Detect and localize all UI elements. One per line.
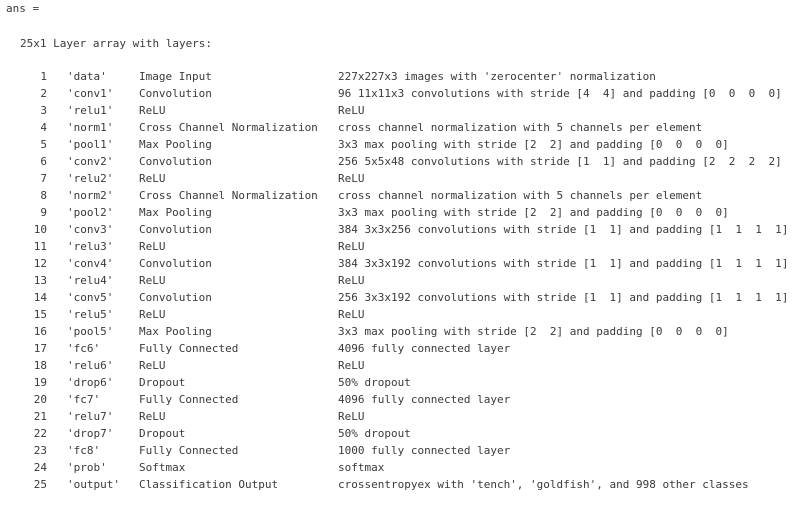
layer-index: 24 [33,461,47,474]
layer-description: ReLU [338,308,365,321]
layer-index: 7 [40,172,47,185]
layer-type: Image Input [139,70,212,83]
layer-row [0,153,795,170]
layer-name: 'conv3' [67,223,114,236]
layer-description: 50% dropout [338,427,411,440]
layer-row [0,119,795,136]
layer-type: Cross Channel Normalization [139,121,318,134]
layer-description: ReLU [338,172,365,185]
layer-name: 'fc8' [67,444,101,457]
layer-row [0,170,795,187]
layer-row [0,408,795,425]
layer-row [0,221,795,238]
layer-row [0,357,795,374]
layer-index: 21 [33,410,47,423]
layer-name: 'output' [67,478,120,491]
layer-type: Convolution [139,291,212,304]
layer-index: 1 [40,70,47,83]
layer-type: ReLU [139,274,166,287]
layer-row [0,85,795,102]
layer-row [0,425,795,442]
layer-description: 4096 fully connected layer [338,393,511,406]
layer-row [0,238,795,255]
layer-type: Cross Channel Normalization [139,189,318,202]
layer-name: 'conv5' [67,291,114,304]
layer-type: Convolution [139,257,212,270]
layer-description: 3x3 max pooling with stride [2 2] and padding [0 0 0 0] [338,206,729,219]
layer-name: 'conv1' [67,87,114,100]
layer-description: ReLU [338,359,365,372]
layer-description: 3x3 max pooling with stride [2 2] and padding [0 0 0 0] [338,325,729,338]
layer-index: 11 [33,240,47,253]
layer-name: 'norm2' [67,189,114,202]
layer-index: 25 [33,478,47,491]
layer-name: 'fc6' [67,342,101,355]
layer-name: 'drop6' [67,376,114,389]
layer-name: 'pool5' [67,325,114,338]
layer-row [0,289,795,306]
layer-name: 'pool1' [67,138,114,151]
layer-index: 14 [33,291,47,304]
layer-type: Dropout [139,376,186,389]
layer-name: 'relu5' [67,308,114,321]
layer-type: Classification Output [139,478,279,491]
layer-index: 22 [33,427,47,440]
layer-name: 'pool2' [67,206,114,219]
layer-type: Convolution [139,223,212,236]
layer-row [0,204,795,221]
layer-row [0,68,795,85]
layer-description: 3x3 max pooling with stride [2 2] and padding [0 0 0 0] [338,138,729,151]
layer-name: 'relu2' [67,172,114,185]
layer-type: Fully Connected [139,393,239,406]
layer-description: 96 11x11x3 convolutions with stride [4 4] and padding [0 0 0 0] [338,87,782,100]
layer-row [0,340,795,357]
layer-type: ReLU [139,410,166,423]
layer-row [0,391,795,408]
layer-description: 1000 fully connected layer [338,444,511,457]
layer-name: 'relu4' [67,274,114,287]
layer-row [0,272,795,289]
layer-description: 50% dropout [338,376,411,389]
layer-index: 4 [40,121,47,134]
layer-row [0,255,795,272]
layer-index: 3 [40,104,47,117]
layer-index: 6 [40,155,47,168]
layer-description: 256 3x3x192 convolutions with stride [1 1] and padding [1 1 1 1] [338,291,789,304]
layer-index: 19 [33,376,47,389]
layer-type: Max Pooling [139,138,212,151]
layer-row [0,459,795,476]
layer-name: 'data' [67,70,107,83]
layer-description: ReLU [338,240,365,253]
layer-description: cross channel normalization with 5 channels per element [338,121,703,134]
layer-index: 13 [33,274,47,287]
layer-type: ReLU [139,240,166,253]
layer-type: Softmax [139,461,186,474]
layer-list [0,68,795,493]
layer-description: 4096 fully connected layer [338,342,511,355]
layer-type: Convolution [139,155,212,168]
layer-type: Max Pooling [139,325,212,338]
layer-description: softmax [338,461,385,474]
layer-row [0,306,795,323]
layer-name: 'relu6' [67,359,114,372]
layer-index: 5 [40,138,47,151]
layer-index: 8 [40,189,47,202]
layer-description: ReLU [338,274,365,287]
layer-name: 'drop7' [67,427,114,440]
layer-index: 20 [33,393,47,406]
layer-description: 256 5x5x48 convolutions with stride [1 1] and padding [2 2 2 2] [338,155,782,168]
layer-index: 2 [40,87,47,100]
layer-name: 'conv4' [67,257,114,270]
layer-index: 17 [33,342,47,355]
layer-row [0,187,795,204]
layer-name: 'relu1' [67,104,114,117]
layer-row [0,323,795,340]
layer-description: 384 3x3x192 convolutions with stride [1 1] and padding [1 1 1 1] [338,257,789,270]
layer-name: 'prob' [67,461,107,474]
layer-name: 'fc7' [67,393,101,406]
layer-row [0,136,795,153]
layer-type: ReLU [139,104,166,117]
layer-type: Max Pooling [139,206,212,219]
layer-description: ReLU [338,104,365,117]
layer-index: 16 [33,325,47,338]
layer-description: 384 3x3x256 convolutions with stride [1 1] and padding [1 1 1 1] [338,223,789,236]
layer-index: 9 [40,206,47,219]
layer-index: 15 [33,308,47,321]
layer-description: crossentropyex with 'tench', 'goldfish', and 998 other classes [338,478,749,491]
layer-type: ReLU [139,359,166,372]
layer-index: 12 [33,257,47,270]
layer-type: ReLU [139,308,166,321]
layer-row [0,476,795,493]
layer-array-summary: 25x1 Layer array with layers: [20,37,213,50]
layer-index: 23 [33,444,47,457]
layer-type: Convolution [139,87,212,100]
layer-index: 10 [33,223,47,236]
layer-type: ReLU [139,172,166,185]
layer-name: 'conv2' [67,155,114,168]
layer-row [0,102,795,119]
layer-description: cross channel normalization with 5 channels per element [338,189,703,202]
layer-index: 18 [33,359,47,372]
layer-type: Dropout [139,427,186,440]
layer-description: ReLU [338,410,365,423]
layer-row [0,374,795,391]
layer-name: 'relu3' [67,240,114,253]
layer-type: Fully Connected [139,444,239,457]
ans-line: ans = [6,2,40,15]
layer-type: Fully Connected [139,342,239,355]
layer-description: 227x227x3 images with 'zerocenter' normalization [338,70,656,83]
layer-name: 'relu7' [67,410,114,423]
layer-name: 'norm1' [67,121,114,134]
layer-row [0,442,795,459]
